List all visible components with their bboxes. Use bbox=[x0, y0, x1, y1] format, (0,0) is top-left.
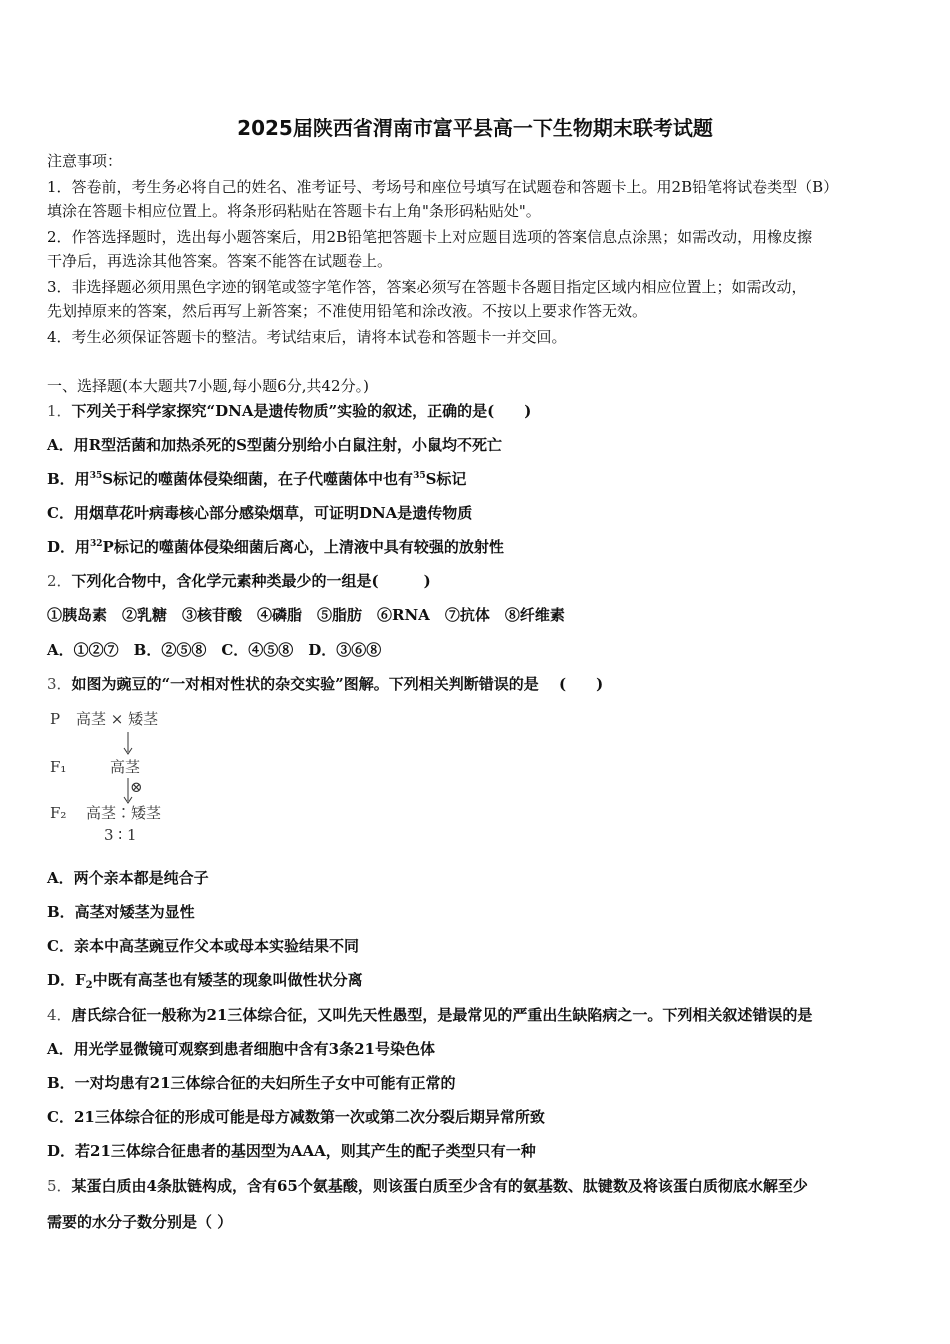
question-4-number: 4． bbox=[47, 1006, 72, 1024]
notice-heading: 注意事项： bbox=[47, 152, 123, 170]
question-4-option-b: B．一对均患有21三体综合征的夫妇所生子女中可能有正常的 bbox=[47, 1074, 456, 1092]
isotope-32-sup: 32 bbox=[90, 539, 103, 549]
question-5-stem bbox=[47, 1176, 808, 1196]
notice-line-3: 2．作答选择题时，选出每小题答案后，用2B铅笔把答题卡上对应题目选项的答案信息点涂黑；如需改动，用橡皮擦 bbox=[47, 228, 813, 246]
question-4-option-a: A．用光学显微镜可观察到患者细胞中含有3条21号染色体 bbox=[47, 1040, 435, 1058]
option-b-prefix: B．用 bbox=[47, 470, 90, 488]
question-4-stem bbox=[47, 1005, 812, 1025]
cross-diagram bbox=[48, 706, 198, 846]
question-5-stem-cont: 需要的水分子数分别是（ ） bbox=[47, 1213, 233, 1231]
selfing-symbol: ⊗ bbox=[130, 778, 143, 796]
question-5-number: 5． bbox=[47, 1177, 72, 1195]
question-3-number: 3． bbox=[47, 675, 72, 693]
question-1-stem bbox=[47, 401, 531, 421]
option-d-prefix: D．F bbox=[47, 971, 86, 989]
question-2-items: ①胰岛素 ②乳糖 ③核苷酸 ④磷脂 ⑤脂肪 ⑥RNA ⑦抗体 ⑧纤维素 bbox=[47, 606, 565, 624]
option-b-middle: S标记的噬菌体侵染细菌，在子代噬菌体中也有 bbox=[102, 470, 414, 488]
question-3-text: 如图为豌豆的“一对相对性状的杂交实验”图解。下列相关判断错误的是 ( ) bbox=[71, 675, 604, 693]
exam-title: 2025届陕西省渭南市富平县高一下生物期末联考试题 bbox=[237, 116, 713, 140]
question-4-text: 唐氏综合征一般称为21三体综合征，又叫先天性愚型，是最常见的严重出生缺陷病之一。下列相关叙述错误的是 bbox=[71, 1006, 813, 1024]
option-b-suffix: S标记 bbox=[425, 470, 467, 488]
section-heading: 一、选择题(本大题共7小题,每小题6分,共42分。) bbox=[47, 377, 369, 395]
question-1-option-a: A．用R型活菌和加热杀死的S型菌分别给小白鼠注射，小鼠均不死亡 bbox=[47, 436, 502, 454]
f2-subscript: 2 bbox=[85, 980, 93, 991]
question-3-option-c: C．亲本中高茎豌豆作父本或母本实验结果不同 bbox=[47, 937, 359, 955]
diagram-p-label: P bbox=[50, 710, 61, 728]
question-3-option-a: A．两个亲本都是纯合子 bbox=[47, 869, 209, 887]
notice-line-4: 干净后，再选涂其他答案。答案不能答在试题卷上。 bbox=[47, 252, 393, 270]
question-3-stem bbox=[47, 674, 603, 694]
isotope-35-sup: 35 bbox=[89, 471, 103, 481]
question-2-number: 2． bbox=[47, 572, 72, 590]
question-1-number: 1． bbox=[47, 402, 72, 420]
question-3-option-d bbox=[47, 970, 363, 990]
notice-line-6: 先划掉原来的答案，然后再写上新答案；不准使用铅笔和涂改液。不按以上要求作答无效。 bbox=[47, 302, 648, 320]
question-4-option-d: D．若21三体综合征患者的基因型为AAA，则其产生的配子类型只有一种 bbox=[47, 1142, 536, 1160]
option-d-prefix: D．用 bbox=[47, 538, 91, 556]
notice-line-5: 3．非选择题必须用黑色字迹的钢笔或签字笔作答，答案必须写在答题卡各题目指定区域内相应位置上；如需改动， bbox=[47, 278, 807, 296]
diagram-f2: 高茎∶矮茎 bbox=[86, 804, 162, 822]
question-2-stem bbox=[47, 571, 431, 591]
option-d-suffix: 中既有高茎也有矮茎的现象叫做性状分离 bbox=[92, 971, 363, 989]
question-2-text: 下列化合物中，含化学元素种类最少的一组是( ) bbox=[71, 572, 431, 590]
diagram-ratio: 3 ∶ 1 bbox=[104, 826, 137, 844]
diagram-parents: 高茎 × 矮茎 bbox=[76, 710, 159, 728]
notice-line-7: 4．考生必须保证答题卡的整洁。考试结束后，请将本试卷和答题卡一并交回。 bbox=[47, 328, 567, 346]
question-2-options: A．①②⑦ B．②⑤⑧ C．④⑤⑧ D．③⑥⑧ bbox=[47, 641, 382, 659]
question-5-text: 某蛋白质由4条肽链构成，含有65个氨基酸，则该蛋白质至少含有的氨基数、肽键数及将该蛋白质彻底水解至少 bbox=[71, 1177, 808, 1195]
question-1-option-c: C．用烟草花叶病毒核心部分感染烟草，可证明DNA是遗传物质 bbox=[47, 504, 473, 522]
notice-line-1: 1．答卷前，考生务必将自己的姓名、准考证号、考场号和座位号填写在试题卷和答题卡上。用2B铅笔将试卷类型（B） bbox=[47, 178, 839, 196]
question-4-option-c: C．21三体综合征的形成可能是母方减数第一次或第二次分裂后期异常所致 bbox=[47, 1108, 545, 1126]
isotope-35-sup-2: 35 bbox=[413, 471, 426, 481]
cross-diagram-svg bbox=[48, 706, 198, 846]
option-d-suffix: P标记的噬菌体侵染细菌后离心，上清液中具有较强的放射性 bbox=[102, 538, 504, 556]
question-3-option-b: B．高茎对矮茎为显性 bbox=[47, 903, 195, 921]
diagram-f1: 高茎 bbox=[110, 758, 141, 776]
diagram-f1-label: F₁ bbox=[50, 758, 67, 776]
question-1-text: 下列关于科学家探究“DNA是遗传物质”实验的叙述，正确的是( ) bbox=[71, 402, 532, 420]
question-1-option-d bbox=[47, 537, 504, 557]
diagram-f2-label: F₂ bbox=[50, 804, 67, 822]
question-1-option-b bbox=[47, 469, 466, 489]
notice-line-2: 填涂在答题卡相应位置上。将条形码粘贴在答题卡右上角"条形码粘贴处"。 bbox=[47, 202, 541, 220]
